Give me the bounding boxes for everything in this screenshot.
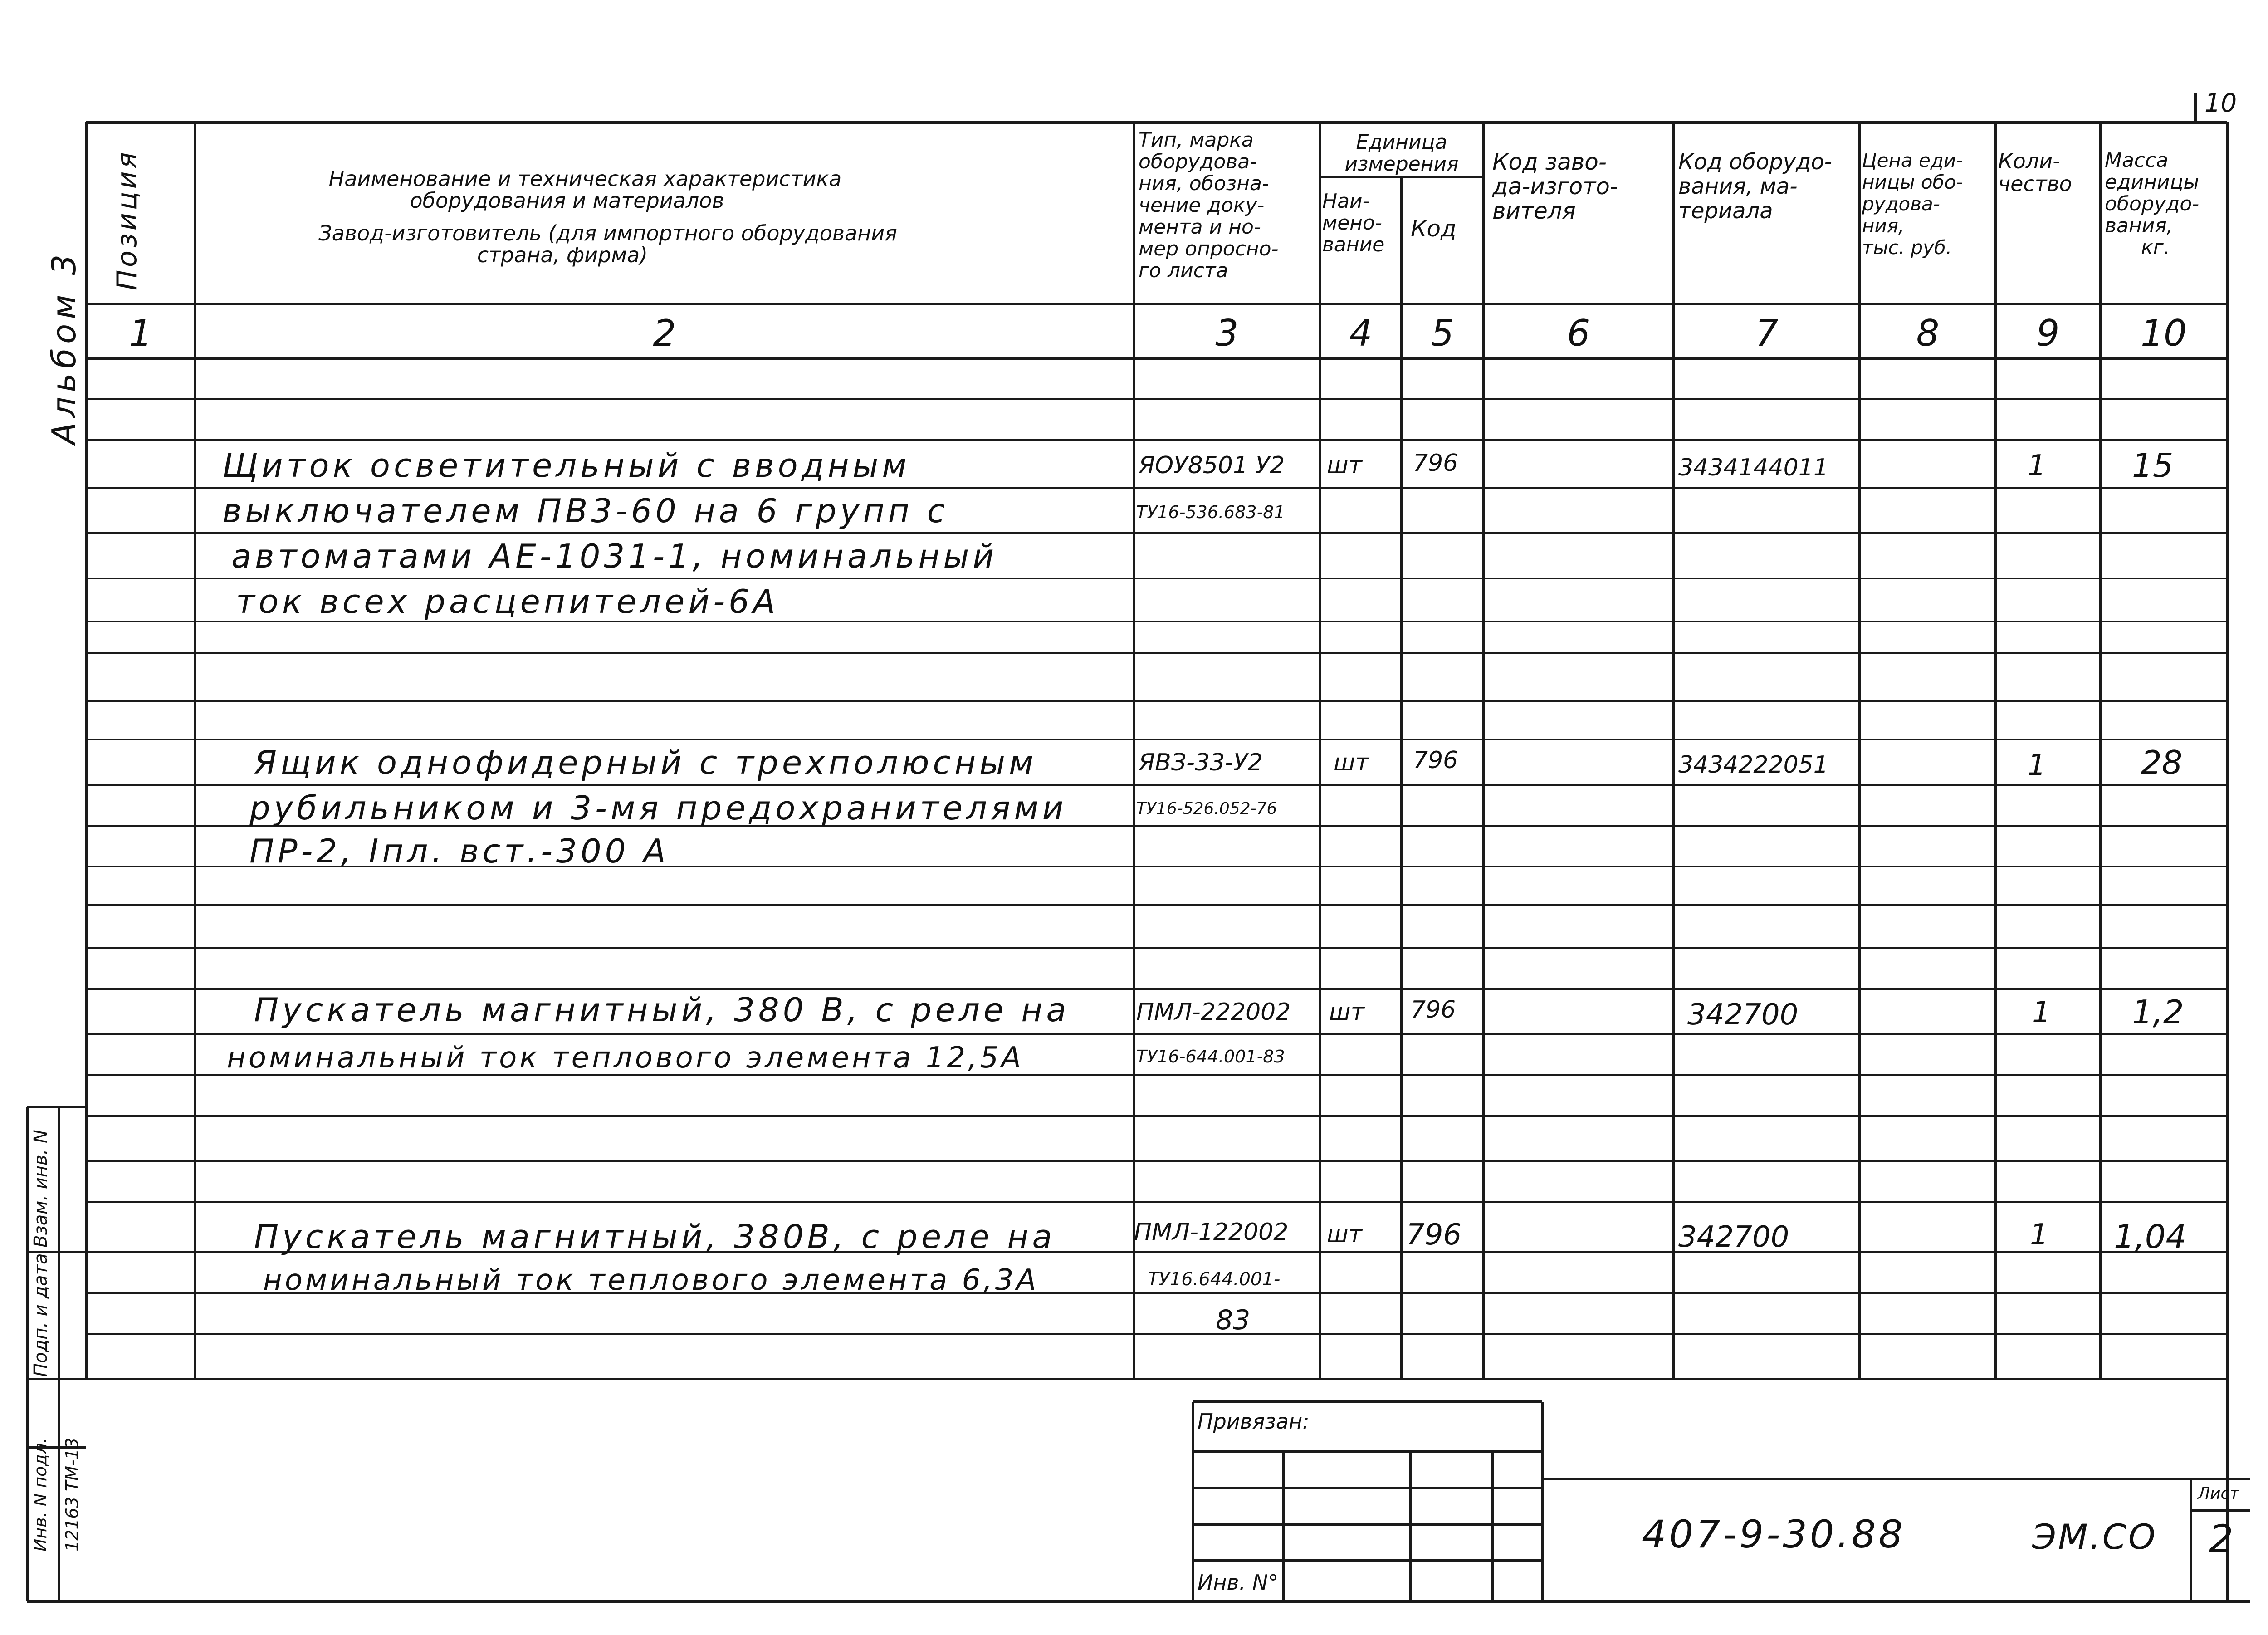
header-name-line1: Наименование и техническая характеристика [328,166,842,191]
item-equipment-code: 3434222051 [1678,751,1828,778]
header-price-line: ницы обо- [1862,171,1963,193]
header-type-line: оборудова- [1139,150,1257,173]
document-code: 407-9-30.88 [1642,1512,1906,1557]
stamp-inv-value: 12163 ТМ-13 [62,1437,82,1552]
sheet-corner-number: 10 [2204,88,2237,118]
header-mass-line: единицы [2105,171,2200,194]
item-type: ПМЛ-122002 [1134,1219,1289,1246]
column-number: 3 [1215,312,1239,354]
header-unit-name-line: мено- [1322,211,1382,235]
item-type: ЯВЗ-33-У2 [1139,749,1263,776]
item-name-line: ПР-2, Iпл. вст.-300 А [249,832,670,870]
header-type-line: ния, обозна- [1139,172,1269,195]
item-unit: шт [1327,1221,1362,1248]
header-name-line4: страна, фирма) [477,243,648,267]
item-unit-code: 796 [1413,450,1458,477]
item-name-line: ток всех расцепителей-6А [236,583,779,621]
header-unit-name-line: вание [1322,233,1385,256]
item-unit-code: 796 [1406,1218,1462,1252]
column-number: 7 [1755,312,1779,354]
item-doc: ТУ16.644.001- [1148,1269,1281,1290]
header-price-line: рудова- [1862,193,1940,215]
header-quantity-line: чество [1998,171,2072,196]
item-name-line: Ящик однофидерный с трехполюсным [254,744,1037,782]
item-name-line: номинальный ток теплового элемента 12,5А [227,1041,1024,1075]
item-equipment-code: 342700 [1687,998,1799,1032]
header-price-line: Цена еди- [1862,149,1963,171]
sheet-label: Лист [2198,1484,2239,1503]
header-quantity-line: Коли- [1998,149,2060,173]
header-factory-code-line: вителя [1492,198,1576,224]
item-name-line: рубильником и 3-мя предохранителями [249,789,1067,827]
header-unit-name [1322,191,1399,256]
item-unit: шт [1327,452,1362,479]
item-name-line: Щиток осветительный с вводным [222,446,910,485]
header-equipment-code-line: Код оборудо- [1678,149,1832,175]
document-mark: ЭМ.СО [2032,1517,2157,1557]
column-number: 5 [1431,312,1454,354]
item-name-line: выключателем ПВ3-60 на 6 групп с [222,492,949,530]
header-factory-code-line: Код заво- [1492,149,1607,175]
header-quantity [1998,150,2100,195]
header-type-line: мер опросно- [1139,237,1279,260]
header-equipment-code-line: териала [1678,198,1773,224]
column-number: 6 [1567,312,1590,354]
header-price [1862,150,1996,259]
header-mass-line: вания, [2105,214,2173,237]
item-mass: 15 [2132,446,2174,485]
header-factory-code-line: да-изгото- [1492,173,1618,200]
item-unit: шт [1334,749,1369,776]
item-quantity: 1 [2028,749,2046,782]
header-type-line: мента и но- [1139,215,1261,239]
stamp-inv-podl: Инв. N подл. [30,1437,50,1552]
column-number: 1 [129,312,152,354]
header-price-line: ния, [1862,215,1905,237]
album-label: Альбом 3 [45,250,83,445]
header-mass [2105,150,2227,259]
item-quantity: 1 [2030,1218,2048,1252]
item-unit: шт [1329,999,1364,1026]
item-type: ЯОУ8501 У2 [1139,452,1285,479]
item-doc: ТУ16-536.683-81 [1136,502,1285,522]
item-name-line: Пускатель магнитный, 380В, с реле на [254,1218,1056,1256]
item-quantity: 1 [2028,449,2046,483]
inv-no-label: Инв. N° [1198,1570,1279,1595]
item-name-line: номинальный ток теплового элемента 6,3А [263,1263,1039,1297]
stamp-vzam-inv: Взам. инв. N [30,1130,51,1248]
header-unit-name-line: Наи- [1322,190,1370,213]
header-name-line2: оборудования и материалов [410,188,724,213]
item-equipment-code: 3434144011 [1678,454,1828,481]
item-unit-code: 796 [1411,996,1456,1023]
column-number: 2 [653,312,676,354]
header-name-line3: Завод-изготовитель (для импортного оборудования [318,221,897,245]
header-mass-line: оборудо- [2105,192,2200,215]
sheet-number: 2 [2209,1517,2234,1561]
header-price-line: тыс. руб. [1862,236,1952,259]
header-type-line: чение доку- [1139,194,1265,217]
item-unit-code: 796 [1413,747,1458,774]
header-type [1139,129,1315,282]
item-type: ПМЛ-222002 [1136,999,1291,1026]
header-unit-group: Единица измерения [1344,131,1459,176]
header-type-line: го листа [1139,259,1228,282]
item-doc-cont: 83 [1216,1304,1251,1336]
item-mass: 1,2 [2132,993,2184,1031]
item-mass: 1,04 [2114,1218,2187,1256]
header-equipment-code [1678,150,1857,223]
header-name [209,168,1125,266]
column-number: 9 [2036,312,2060,354]
item-mass: 28 [2141,744,2183,782]
item-name-line: автоматами АЕ-1031-1, номинальный [231,537,998,575]
column-number: 8 [1916,312,1940,354]
item-equipment-code: 342700 [1678,1220,1789,1254]
item-quantity: 1 [2032,996,2051,1029]
header-position: Позиция [111,149,143,290]
header-mass-line: Масса [2105,149,2169,172]
column-number: 10 [2141,312,2187,354]
item-doc: ТУ16-644.001-83 [1136,1047,1285,1067]
item-name-line: Пускатель магнитный, 380 В, с реле на [254,991,1070,1029]
privyazan-label: Привязан: [1198,1409,1310,1434]
header-equipment-code-line: вания, ма- [1678,174,1798,199]
item-doc: ТУ16-526.052-76 [1136,799,1277,818]
header-type-line: Тип, марка [1139,128,1254,152]
header-mass-line: кг. [2141,236,2170,259]
column-number: 4 [1349,312,1373,354]
stamp-podp-data: Подп. и дата [30,1253,51,1377]
header-factory-code [1492,150,1669,223]
header-unit-code: Код [1411,215,1457,242]
